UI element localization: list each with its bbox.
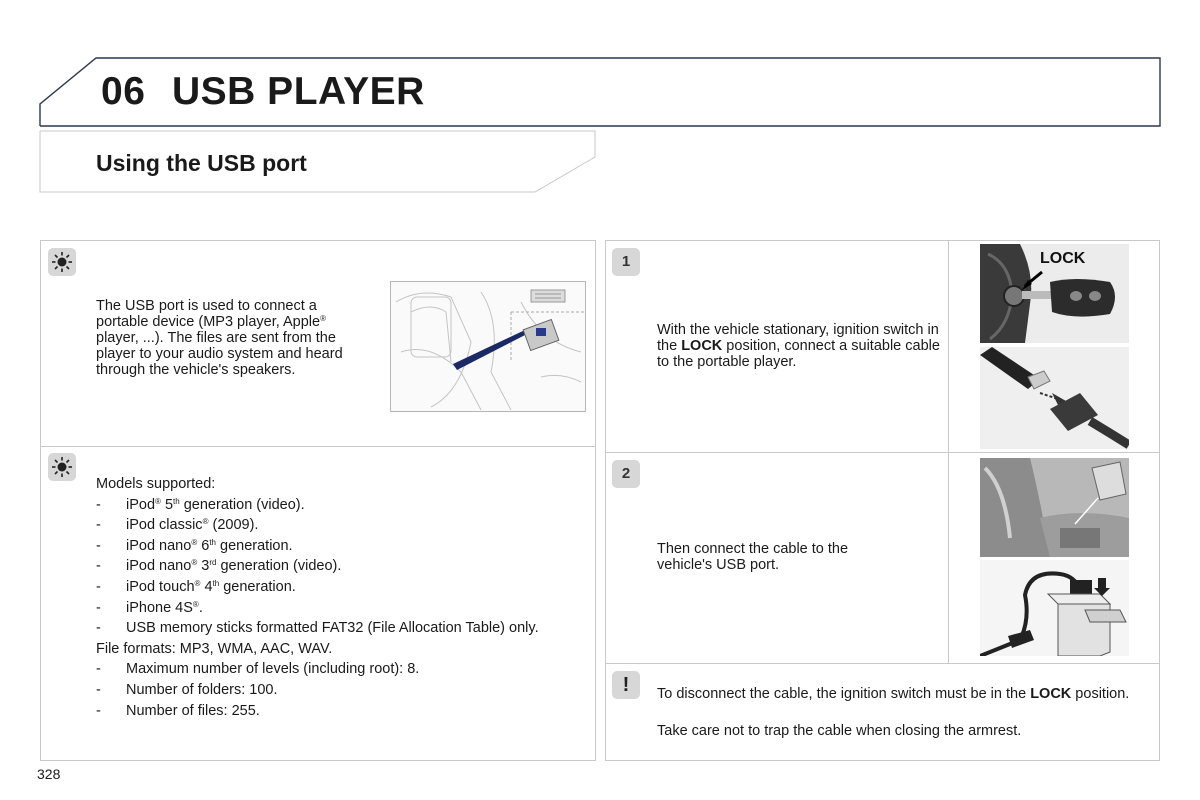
- lock-label: LOCK: [1040, 250, 1086, 267]
- chapter-number: 06: [101, 70, 146, 113]
- chapter-title: USB PLAYER: [172, 70, 425, 113]
- list-item: - Maximum number of levels (including root): 8.: [96, 661, 420, 678]
- step-number-badge: 1: [612, 248, 640, 276]
- warning-exclamation-icon: !: [612, 671, 640, 699]
- step1-divider: [948, 240, 949, 453]
- models-heading: Models supported:: [96, 476, 216, 492]
- usb-port-connection-illustration: [980, 560, 1129, 656]
- list-item: - iPod® 5th generation (video).: [96, 496, 305, 513]
- lightbulb-tip-icon: [48, 248, 76, 276]
- list-item: - iPod touch® 4th generation.: [96, 578, 296, 595]
- list-item: - USB memory sticks formatted FAT32 (File Allocation Table) only.: [96, 620, 539, 637]
- warning-text-2: Take care not to trap the cable when closing the armrest.: [657, 723, 1022, 739]
- intro-text: The USB port is used to connect a portable device (MP3 player, Apple® player, ...). The files are sent from the player to your audio system and heard through the vehicle's speakers.: [96, 298, 343, 378]
- step2-divider: [948, 452, 949, 664]
- usb-cable-photo: [980, 347, 1129, 449]
- usb-console-illustration: [390, 281, 586, 412]
- lightbulb-tip-icon: [48, 453, 76, 481]
- ignition-key-photo: [980, 244, 1129, 343]
- page-number: 328: [37, 766, 61, 782]
- section-title: Using the USB port: [96, 150, 307, 176]
- list-item: - iPod nano® 3rd generation (video).: [96, 558, 342, 575]
- formats-line: File formats: MP3, WMA, AAC, WAV.: [96, 640, 333, 657]
- list-item: - iPod classic® (2009).: [96, 517, 259, 534]
- warning-text: To disconnect the cable, the ignition switch must be in the LOCK position.: [657, 686, 1130, 702]
- list-item: - Number of files: 255.: [96, 702, 260, 719]
- step-number-badge: 2: [612, 460, 640, 488]
- armrest-photo: [980, 458, 1129, 557]
- warning-box: [605, 663, 1160, 761]
- list-item: - iPhone 4S®.: [96, 599, 203, 616]
- step2-text: Then connect the cable to the vehicle's USB port.: [657, 541, 849, 573]
- list-item: - iPod nano® 6th generation.: [96, 537, 293, 554]
- list-item: - Number of folders: 100.: [96, 681, 278, 698]
- step1-text: With the vehicle stationary, ignition switch in the LOCK position, connect a suitable cable to the portable player.: [657, 322, 940, 370]
- models-list: [96, 476, 566, 723]
